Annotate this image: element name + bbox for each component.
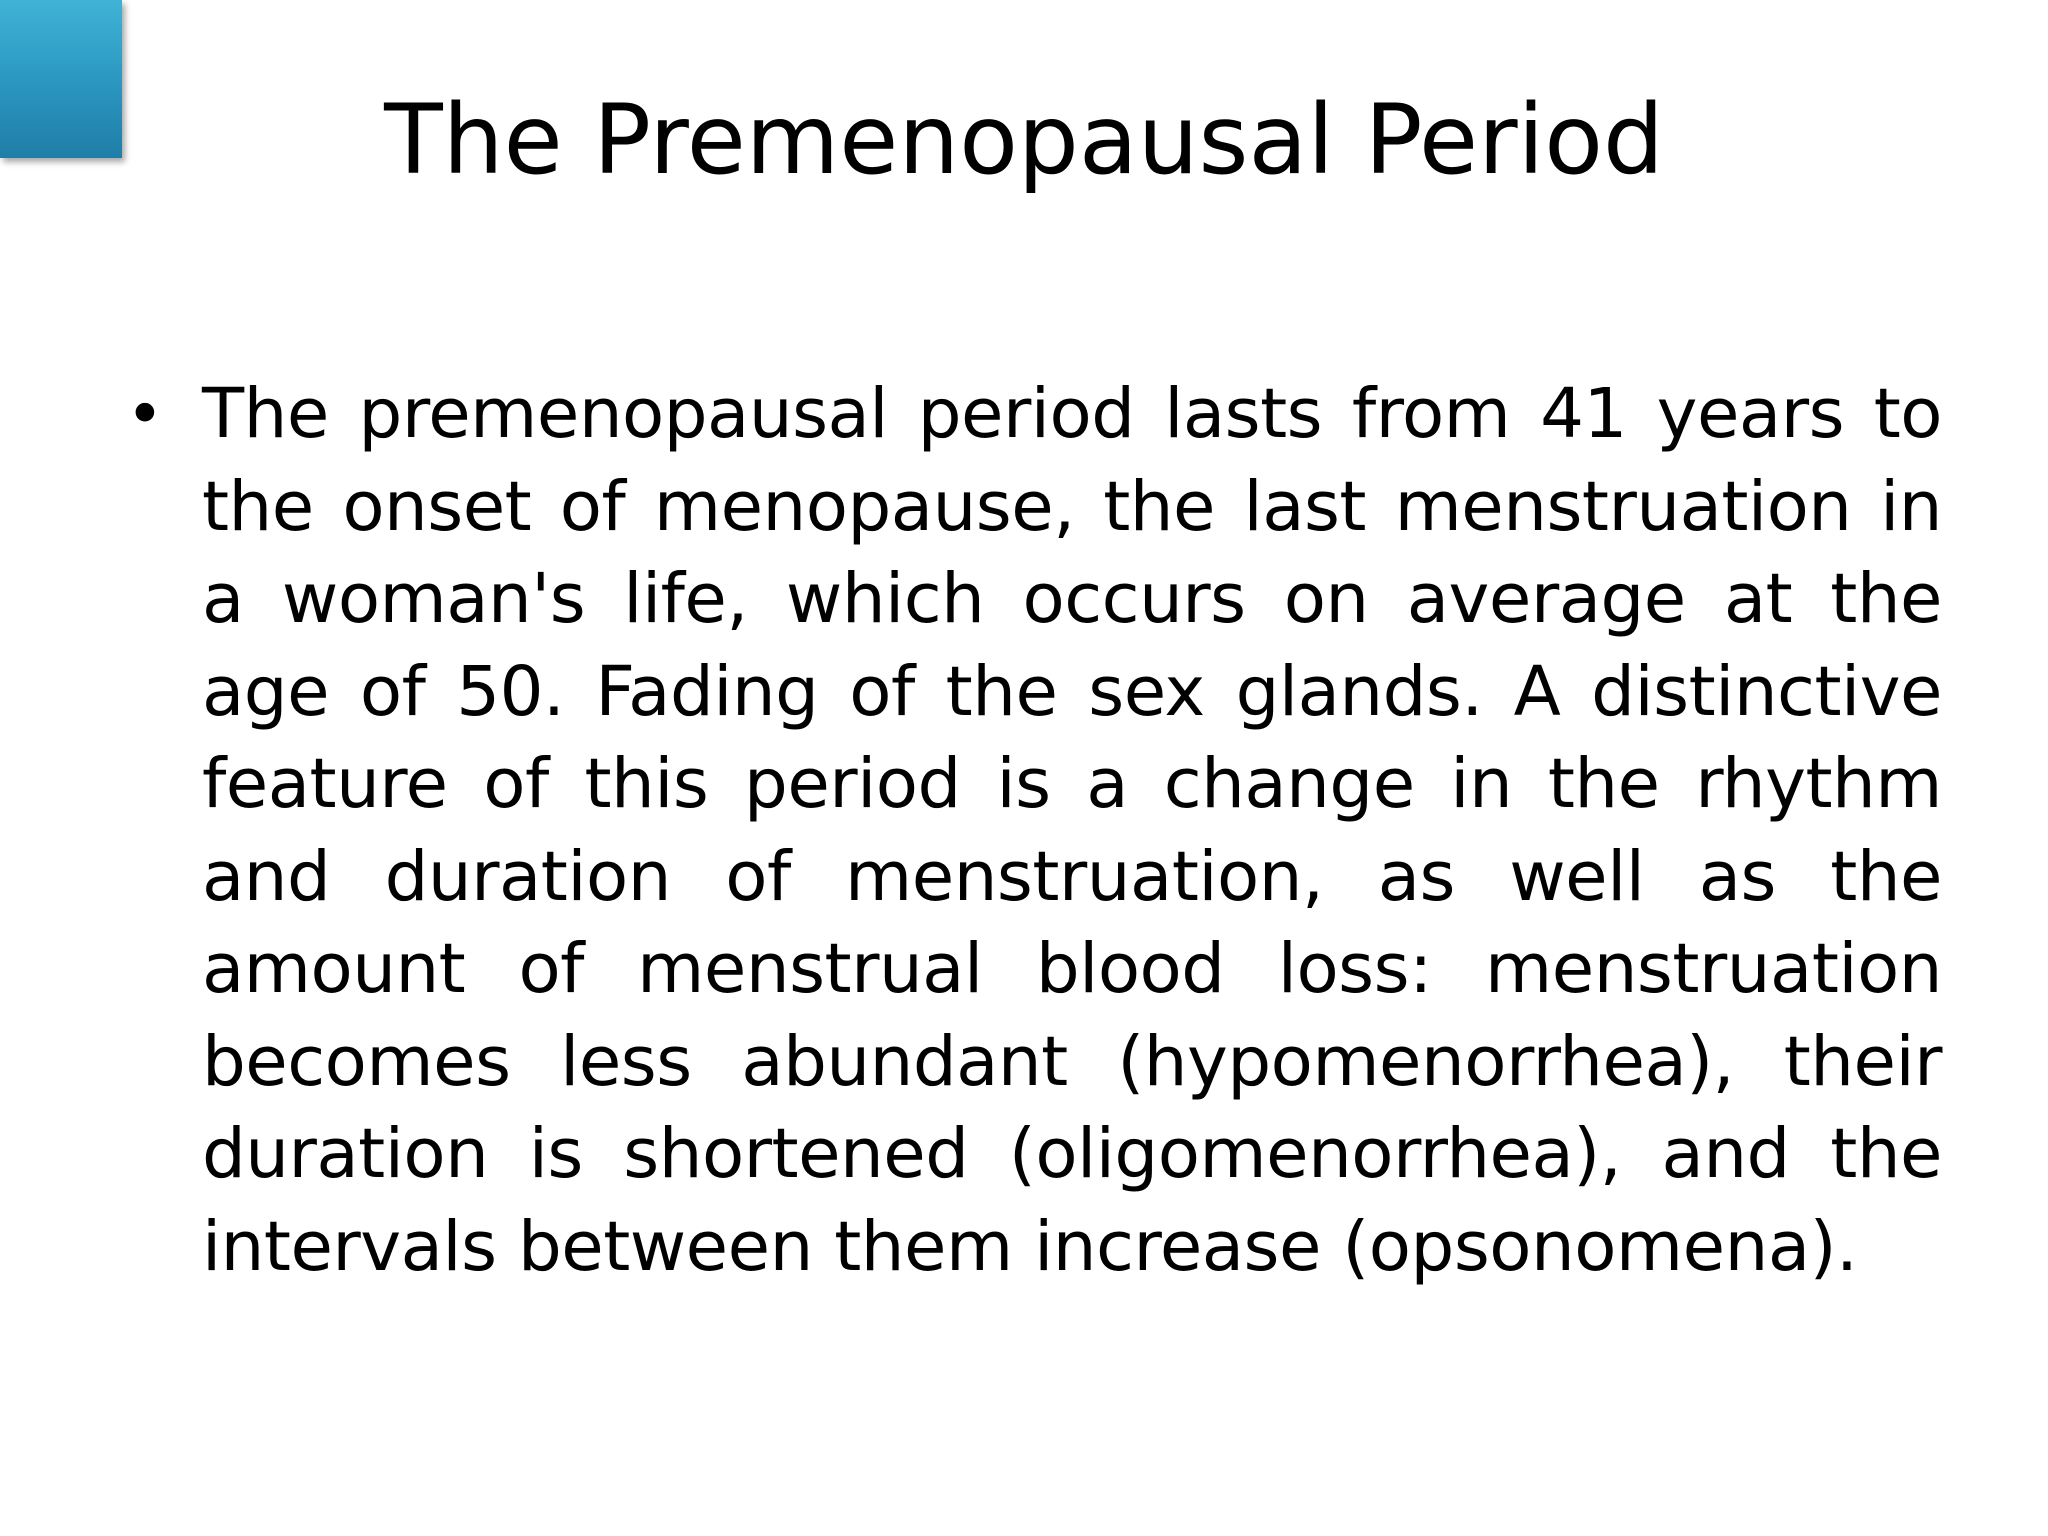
slide-content [122,368,1942,1293]
bullet-icon: • [126,378,164,452]
bullet-text: The premenopausal period lasts from 41 years to the onset of menopause, the last menstruation in a woman's life, which occurs on average at the age of 50. Fading of the sex glands. A distinctive feature of this period is a change in the rhythm and duration of menstruation, as well as the amount of menstrual blood loss: menstruation becomes less abundant (hypomenorrhea), their duration is shortened (oligomenorrhea), and the intervals between them increase (opsonomena). [202,374,1942,1287]
slide-title: The Premenopausal Period [384,84,1664,196]
bullet-item [122,368,1942,1293]
